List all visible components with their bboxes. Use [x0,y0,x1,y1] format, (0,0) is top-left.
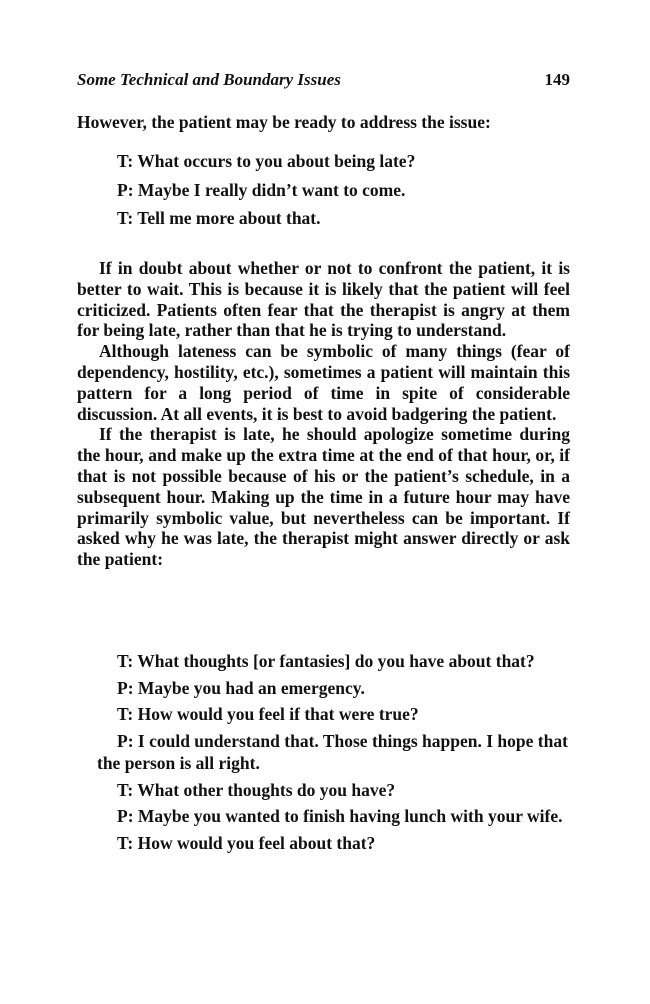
dialogue-line: T: How would you feel if that were true? [117,704,419,724]
dialogue-block-2 [97,650,572,854]
dialogue-line: T: Tell me more about that. [117,208,321,228]
body-text [77,258,570,570]
dialogue-line: P: Maybe you had an emergency. [117,677,365,698]
dialogue-line: T: What other thoughts do you have? [117,779,396,800]
dialogue-block-1 [97,150,572,230]
dialogue-line: P: I could understand that. Those things happen. I hope that the person is all right. [97,730,568,773]
dialogue-line: P: Maybe I really didn’t want to come. [117,179,406,200]
intro-paragraph: However, the patient may be ready to address the issue: [77,112,491,132]
intro-block [77,112,570,133]
body-paragraph: If the therapist is late, he should apologize sometime during the hour, and make up the extra time at the end of that hour, or, if that is not possible because of his or the patient’s schedule, in a subsequent hour. Making up the time in a future hour may have primarily symbolic value, but nevertheless can be important. If asked why he was late, the therapist might answer directly or ask the patient: [77,424,570,570]
dialogue-line: T: What occurs to you about being late? [117,151,416,171]
body-paragraph: Although lateness can be symbolic of many things (fear of dependency, hostility, etc.), sometimes a patient will maintain this pattern for a long period of time in spite of considerable discussion. At all events, it is best to avoid badgering the patient. [77,341,570,424]
dialogue-line: T: How would you feel about that? [117,832,376,853]
body-paragraph: If in doubt about whether or not to confront the patient, it is better to wait. This is because it is likely that the patient will feel criticized. Patients often fear that the therapist is angry at them for being late, rather than that he is trying to understand. [77,258,570,341]
running-title: Some Technical and Boundary Issues [77,70,341,89]
dialogue-line: P: Maybe you wanted to finish having lunch with your wife. [117,806,563,826]
running-head [77,70,570,90]
dialogue-line: T: What thoughts [or fantasies] do you have about that? [117,651,535,671]
page-number: 149 [544,70,570,89]
